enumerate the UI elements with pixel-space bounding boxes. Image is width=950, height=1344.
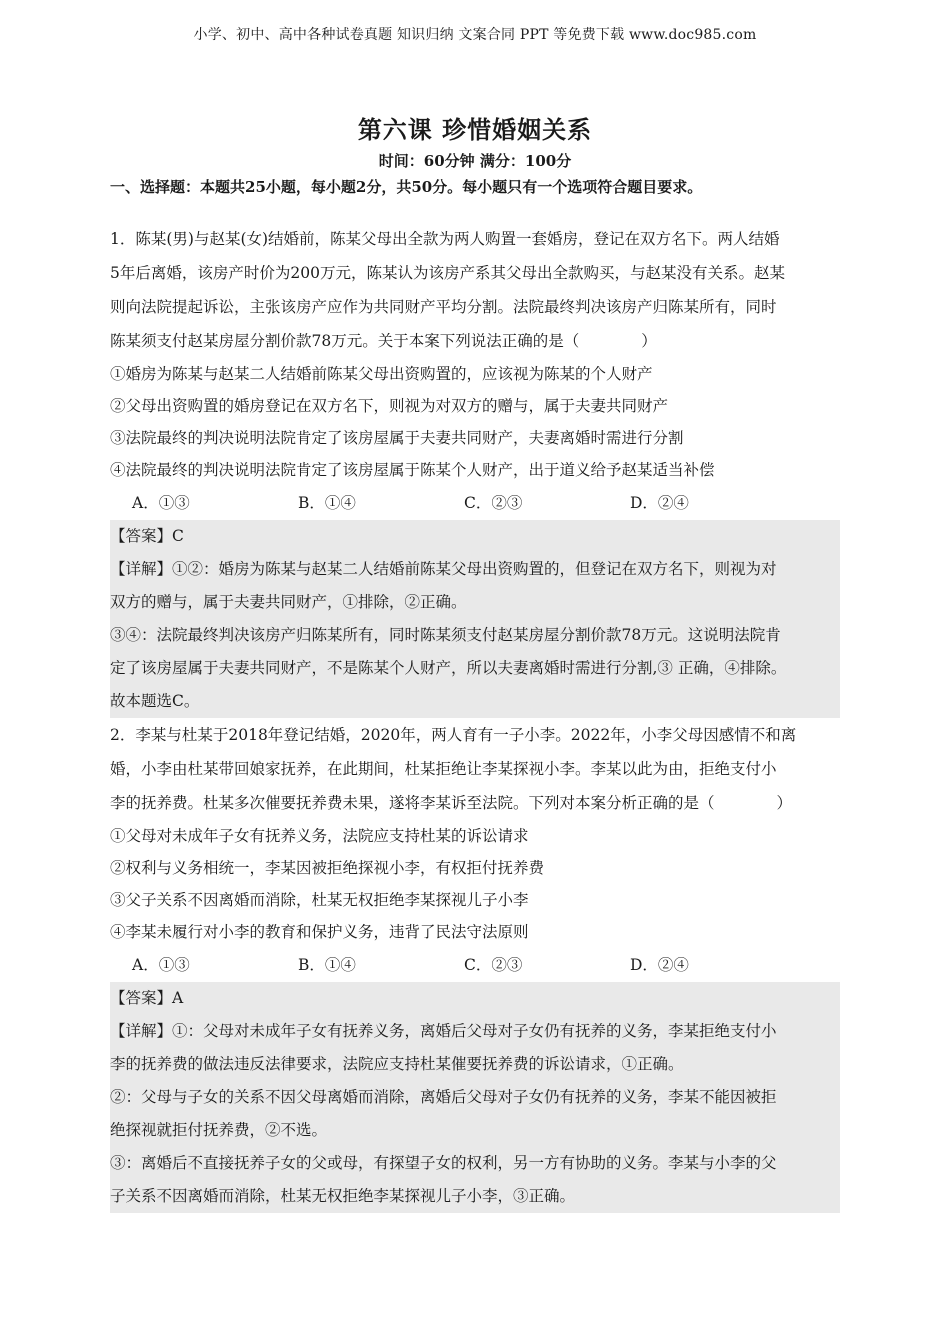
question-1 [110, 222, 840, 718]
question-stem-line: 则向法院提起诉讼，主张该房产应作为共同财产平均分割。法院最终判决该房产归陈某所有，同时 [110, 298, 777, 316]
question-content [110, 222, 840, 1213]
question-2 [110, 718, 840, 1213]
statement: ④李某未履行对小李的教育和保护义务，违背了民法守法原则 [110, 923, 529, 941]
question-stem-line: 婚，小李由杜某带回娘家抚养，在此期间，杜某拒绝让李某探视小李。李某以此为由，拒绝支付小 [110, 760, 777, 778]
option-d: D．②④ [630, 956, 689, 974]
question-stem-line: 2．李某与杜某于2018年登记结婚，2020年，两人育有一子小李。2022年，小李父母因感情不和离 [110, 726, 797, 744]
option-c: C．②③ [464, 956, 523, 974]
site-header: 小学、初中、高中各种试卷真题 知识归纳 文案合同 PPT 等免费下载 www.doc985.com [193, 27, 757, 43]
answer-block [110, 520, 840, 718]
question-stem-line: 1．陈某(男)与赵某(女)结婚前，陈某父母出全款为两人购置一套婚房，登记在双方名下。两人结婚 [110, 230, 780, 248]
question-stem-line: 5年后离婚，该房产时价为200万元，陈某认为该房产系其父母出全款购买，与赵某没有关系。赵某 [110, 264, 785, 282]
detail-line: 故本题选C。 [110, 692, 200, 710]
detail-line: 子关系不因离婚而消除，杜某无权拒绝李某探视儿子小李，③正确。 [110, 1187, 576, 1205]
option-c: C．②③ [464, 494, 523, 512]
option-a: A．①③ [132, 956, 190, 974]
detail-line: 定了该房屋属于夫妻共同财产，不是陈某个人财产，所以夫妻离婚时需进行分割,③ 正确，④排除。 [110, 659, 787, 677]
statement: ③父子关系不因离婚而消除，杜某无权拒绝李某探视儿子小李 [110, 891, 529, 909]
question-stem-line: 陈某须支付赵某房屋分割价款78万元。关于本案下列说法正确的是（ ） [110, 332, 657, 350]
page-title: 第六课 珍惜婚姻关系 [357, 115, 593, 144]
detail-line: 双方的赠与，属于夫妻共同财产，①排除，②正确。 [110, 593, 467, 611]
detail-line: ②：父母与子女的关系不因父母离婚而消除，离婚后父母对子女仍有抚养的义务，李某不能因被拒 [110, 1088, 777, 1106]
section-heading: 一、选择题：本题共25小题，每小题2分，共50分。每小题只有一个选项符合题目要求。 [110, 178, 703, 196]
statement: ①婚房为陈某与赵某二人结婚前陈某父母出资购置的，应该视为陈某的个人财产 [110, 365, 653, 383]
option-a: A．①③ [132, 494, 190, 512]
detail-line: 李的抚养费的做法违反法律要求，法院应支持杜某催要抚养费的诉讼请求，①正确。 [110, 1055, 684, 1073]
answer: 【答案】A [110, 989, 184, 1007]
detail-line: 绝探视就拒付抚养费，②不选。 [110, 1121, 328, 1139]
option-d: D．②④ [630, 494, 689, 512]
detail-line: 【详解】①：父母对未成年子女有抚养义务，离婚后父母对子女仍有抚养的义务，李某拒绝支付小 [110, 1022, 777, 1040]
detail-line: ③：离婚后不直接抚养子女的父或母，有探望子女的权利，另一方有协助的义务。李某与小李的父 [110, 1154, 777, 1172]
statement: ①父母对未成年子女有抚养义务，法院应支持杜某的诉讼请求 [110, 827, 529, 845]
answer: 【答案】C [110, 527, 184, 545]
options-row [110, 486, 840, 520]
option-b: B．①④ [298, 956, 356, 974]
options-row [110, 948, 840, 982]
statement: ③法院最终的判决说明法院肯定了该房屋属于夫妻共同财产，夫妻离婚时需进行分割 [110, 429, 684, 447]
question-stem-line: 李的抚养费。杜某多次催要抚养费未果，遂将李某诉至法院。下列对本案分析正确的是（ ） [110, 794, 793, 812]
statement: ②权利与义务相统一，李某因被拒绝探视小李，有权拒付抚养费 [110, 859, 545, 877]
detail-line: ③④：法院最终判决该房产归陈某所有，同时陈某须支付赵某房屋分割价款78万元。这说明法院肯 [110, 626, 781, 644]
exam-info: 时间：60分钟 满分：100分 [378, 152, 572, 170]
answer-block [110, 982, 840, 1213]
detail-line: 【详解】①②：婚房为陈某与赵某二人结婚前陈某父母出资购置的，但登记在双方名下，则视为对 [110, 560, 777, 578]
statement: ④法院最终的判决说明法院肯定了该房屋属于陈某个人财产，出于道义给予赵某适当补偿 [110, 461, 715, 479]
statement: ②父母出资购置的婚房登记在双方名下，则视为对双方的赠与，属于夫妻共同财产 [110, 397, 669, 415]
option-b: B．①④ [298, 494, 356, 512]
